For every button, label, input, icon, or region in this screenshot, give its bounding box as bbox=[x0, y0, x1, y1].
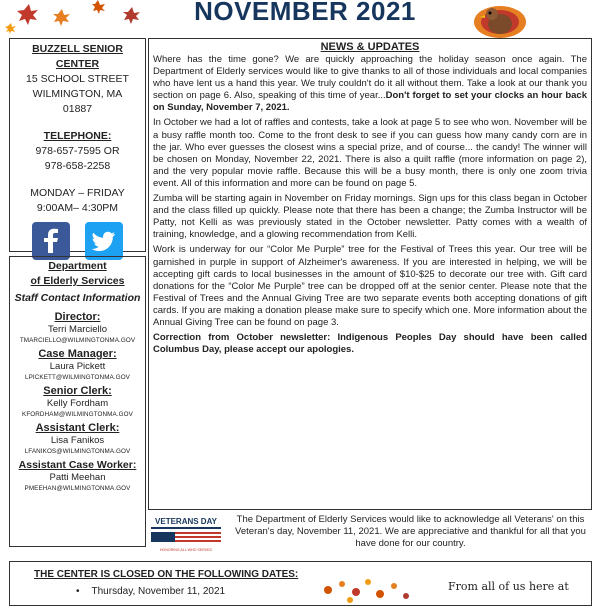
staff-email[interactable]: TMARCIELLO@WILMINGTONMA.GOV bbox=[19, 337, 136, 344]
staff-email[interactable]: LFANIKOS@WILMINGTONMA.GOV bbox=[24, 448, 131, 455]
staff-name: Lisa Fanikos bbox=[50, 435, 105, 446]
flag-stripes-icon bbox=[151, 532, 221, 542]
news-paragraph-4: Work is underway for our “Color Me Purple” tree for the Festival of Trees this year. Our tree will be garnished in purple in support of Alzheimer's awareness. If you are interested in helping, we will be accepting gift cards to local businesses in the amount of $10-$25 to decorate our tree with. Gift card donations for the “Color Me Purple” tree can be dropped off at the senior center. Please note that the Festival of Trees and the Annual Giving Tree are two separate events both accepting donations of gift cards. If you are making a donation please make sure to specify which one. More information about the Annual Giving Tree can be found on page 3. bbox=[153, 244, 587, 328]
center-name: BUZZELL SENIOR CENTER bbox=[32, 43, 123, 70]
phone-2: 978-658-2258 bbox=[44, 160, 111, 172]
staff-title: Case Manager: bbox=[38, 348, 117, 360]
address-line-2: WILMINGTON, MA bbox=[32, 88, 123, 100]
center-info-box bbox=[9, 38, 146, 252]
veterans-message: The Department of Elderly Services would like to acknowledge all Veterans' on this Veteran's day, November 11, 2021. We are appreciative and thankful for all that you have done for our country. bbox=[235, 514, 586, 549]
closed-date-1: • Thursday, November 11, 2021 bbox=[76, 586, 226, 597]
staff-contact-heading: Staff Contact Information bbox=[14, 292, 141, 304]
staff-email[interactable]: KFORDHAM@WILMINGTONMA.GOV bbox=[22, 411, 133, 418]
dept-title-2: of Elderly Services bbox=[30, 275, 125, 287]
staff-email[interactable]: PMEEHAN@WILMINGTONMA.GOV bbox=[24, 485, 131, 492]
staff-title: Assistant Clerk: bbox=[35, 422, 120, 434]
turkey-illustration bbox=[462, 0, 532, 38]
newsletter-title: NOVEMBER 2021 bbox=[194, 0, 416, 26]
correction-notice: Correction from October newsletter: Indigenous Peoples Day should have been called Columbus Day, please accept our apologies. bbox=[153, 332, 587, 356]
staff-title: Senior Clerk: bbox=[43, 385, 112, 397]
staff-senior-clerk bbox=[10, 385, 145, 419]
fall-leaves-decoration bbox=[308, 570, 428, 604]
open-hours: 9:00AM– 4:30PM bbox=[36, 202, 119, 214]
closed-heading: THE CENTER IS CLOSED ON THE FOLLOWING DATES: bbox=[34, 569, 299, 580]
phone-1: 978-657-7595 OR bbox=[35, 145, 120, 157]
veterans-day-badge: VETERANS DAY HONORING ALL WHO SERVED bbox=[151, 517, 221, 549]
zip-code: 01887 bbox=[62, 103, 93, 115]
news-updates-box bbox=[148, 38, 592, 510]
staff-contact-box bbox=[9, 256, 146, 547]
staff-assistant-clerk bbox=[10, 422, 145, 456]
staff-name: Laura Pickett bbox=[49, 361, 106, 372]
closing-note: From all of us here at bbox=[448, 580, 569, 593]
dept-title-1: Department bbox=[48, 260, 107, 272]
facebook-icon[interactable] bbox=[32, 222, 70, 260]
news-paragraph-2: In October we had a lot of raffles and contests, take a look at page 5 to see who won. November will be a busy raffle month too. Come to the front desk to see if you can guess how many candy corn are in the jar. Who ever guesses the closest wins a special prize, and of course... the candy! The winner will be chosen on Monday, November 22, 2021. There is also a quilt raffle (more information on page 2), and the very popular movie raffle. Because this will be a busy month, there is only one zoom trivia event. All of this information and more can be found on page 5. bbox=[153, 117, 587, 189]
staff-name: Patti Meehan bbox=[49, 472, 106, 483]
staff-title: Assistant Case Worker: bbox=[18, 459, 137, 471]
news-heading: NEWS & UPDATES bbox=[320, 41, 420, 53]
address-line-1: 15 SCHOOL STREET bbox=[26, 73, 129, 85]
staff-director bbox=[10, 311, 145, 345]
staff-assistant-case-worker bbox=[10, 459, 145, 493]
veterans-day-box bbox=[148, 512, 592, 552]
open-days: MONDAY – FRIDAY bbox=[30, 187, 125, 199]
news-paragraph-1: Where has the time gone? We are quickly approaching the holiday season once again. The Department of Elderly services would like to give thanks to all of those individuals and local companies who have lent us a hand this year. We truly couldn't do it all without them. Take a look at our thank you section on page 6. Also, speaking of this time of year...Don't forget to set your clocks an hour back on Sunday, November 7, 2021. bbox=[153, 54, 587, 114]
news-paragraph-3: Zumba will be starting again in November on Friday mornings. Sign ups for this class began in October and the class filled up quickly. Please note that there has been a change; the Zumba Instructor will be Patty, not Kelli as was previously stated in the October newsletter. Patty comes with a wealth of training, knowledge, and a glowing recommendation from Kelli. bbox=[153, 193, 587, 241]
telephone-label: TELEPHONE: bbox=[43, 130, 112, 142]
autumn-leaves-decoration bbox=[0, 0, 165, 38]
staff-title: Director: bbox=[54, 311, 101, 323]
staff-case-manager bbox=[10, 348, 145, 382]
staff-name: Kelly Fordham bbox=[46, 398, 109, 409]
closed-dates-box bbox=[9, 561, 592, 606]
staff-name: Terri Marciello bbox=[47, 324, 108, 335]
twitter-icon[interactable] bbox=[85, 222, 123, 260]
staff-email[interactable]: LPICKETT@WILMINGTONMA.GOV bbox=[25, 374, 130, 381]
